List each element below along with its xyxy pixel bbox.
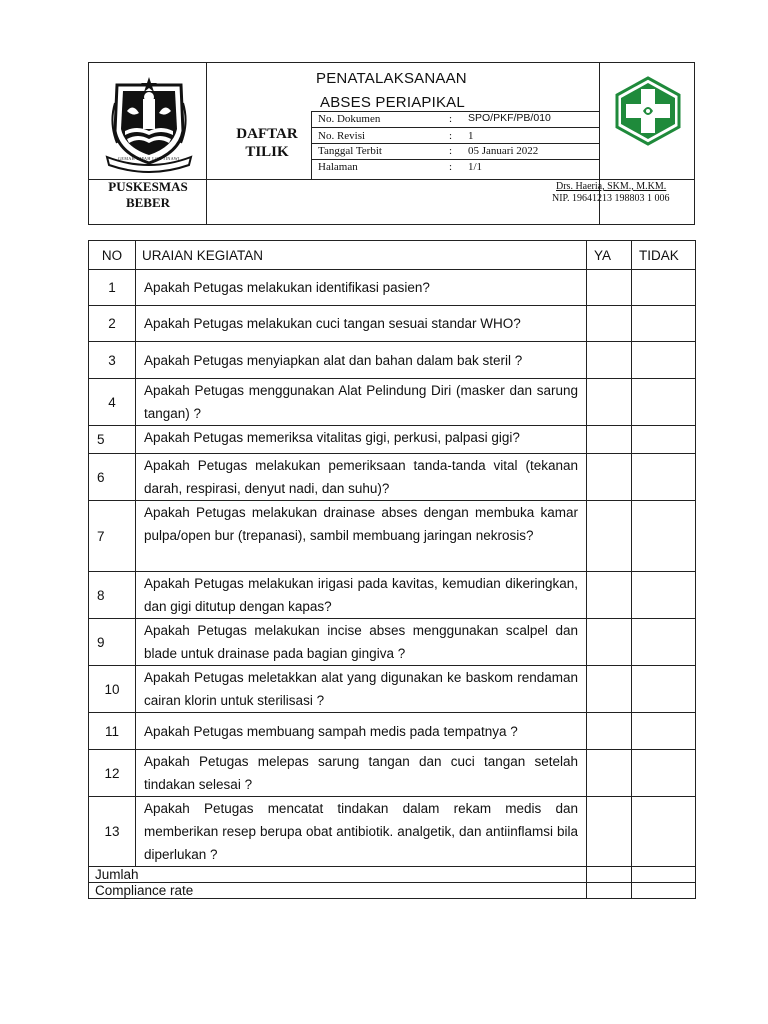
answer-yes-cell[interactable] [587, 426, 632, 454]
column-header-activity: URAIAN KEGIATAN [136, 241, 587, 270]
answer-no-cell[interactable] [632, 713, 696, 750]
column-header-no-answer: TIDAK [632, 241, 696, 270]
table-row [89, 713, 696, 750]
total-no-cell[interactable] [632, 867, 696, 883]
answer-yes-cell[interactable] [587, 572, 632, 619]
document-header [88, 62, 695, 225]
answer-no-cell[interactable] [632, 501, 696, 572]
row-question-text: Apakah Petugas membuang sampah medis pada tempatnya ? [144, 723, 518, 739]
row-question-text: Apakah Petugas melakukan incise abses menggunakan scalpel dan blade untuk drainase pada bagian gingiva ? [144, 623, 578, 661]
row-number: 11 [89, 713, 136, 750]
row-number: 13 [89, 797, 136, 867]
answer-yes-cell[interactable] [587, 270, 632, 306]
row-question-text: Apakah Petugas melakukan drainase abses dengan membuka kamar pulpa/open bur (trepanasi), sambil membuang jaringan nekrosis? [144, 505, 578, 543]
answer-no-cell[interactable] [632, 379, 696, 426]
row-number: 1 [89, 270, 136, 306]
meta-sep-issue-date: : [449, 145, 453, 157]
table-row [89, 379, 696, 426]
table-row [89, 666, 696, 713]
row-question [136, 306, 587, 342]
answer-no-cell[interactable] [632, 572, 696, 619]
answer-no-cell[interactable] [632, 306, 696, 342]
total-yes-cell[interactable] [587, 867, 632, 883]
row-question [136, 501, 587, 572]
row-number: 4 [89, 379, 136, 426]
meta-value-issue-date: 05 Januari 2022 [468, 145, 539, 157]
row-question-text: Apakah Petugas menggunakan Alat Pelindung Diri (masker dan sarung tangan) ? [144, 383, 578, 421]
row-number: 2 [89, 306, 136, 342]
row-question [136, 342, 587, 379]
document-type-line1: DAFTAR [236, 126, 298, 142]
answer-yes-cell[interactable] [587, 619, 632, 666]
answer-yes-cell[interactable] [587, 797, 632, 867]
row-number: 8 [89, 572, 136, 619]
answer-no-cell[interactable] [632, 426, 696, 454]
table-row [89, 619, 696, 666]
row-question-text: Apakah Petugas melakukan identifikasi pasien? [144, 280, 430, 295]
organization-name-line2: BEBER [125, 195, 171, 210]
total-label: Jumlah [89, 867, 587, 883]
meta-label-revision: No. Revisi [318, 130, 366, 142]
answer-no-cell[interactable] [632, 454, 696, 501]
row-question-text: Apakah Petugas memeriksa vitalitas gigi, perkusi, palpasi gigi? [144, 430, 520, 445]
row-number: 7 [89, 501, 136, 572]
row-question [136, 750, 587, 797]
meta-sep-page: : [449, 161, 453, 173]
row-question-text: Apakah Petugas meletakkan alat yang digunakan ke baskom rendaman cairan klorin untuk sterilisasi ? [144, 670, 578, 708]
row-question-text: Apakah Petugas melepas sarung tangan dan cuci tangan setelah tindakan selesai ? [144, 754, 578, 792]
answer-no-cell[interactable] [632, 342, 696, 379]
table-row [89, 426, 696, 454]
answer-yes-cell[interactable] [587, 342, 632, 379]
table-row [89, 342, 696, 379]
row-question-text: Apakah Petugas menyiapkan alat dan bahan dalam bak steril ? [144, 352, 523, 368]
meta-value-revision: 1 [468, 130, 474, 142]
logo-motto: GEMAH RIPAH LOH JINAWI [118, 156, 180, 161]
row-question [136, 426, 587, 454]
row-question-text: Apakah Petugas melakukan cuci tangan sesuai standar WHO? [144, 316, 521, 331]
answer-no-cell[interactable] [632, 666, 696, 713]
table-row [89, 270, 696, 306]
row-question-text: Apakah Petugas melakukan irigasi pada kavitas, kemudian dikeringkan, dan gigi ditutup dengan kapas? [144, 576, 578, 614]
document-title-line2: ABSES PERIAPIKAL [320, 94, 465, 111]
table-row [89, 572, 696, 619]
meta-value-page: 1/1 [468, 161, 483, 173]
signer-name: Drs. Haeria, SKM., M.KM. [556, 181, 667, 192]
row-question [136, 379, 587, 426]
row-number: 3 [89, 342, 136, 379]
answer-yes-cell[interactable] [587, 501, 632, 572]
compliance-label: Compliance rate [89, 883, 587, 899]
table-row [89, 306, 696, 342]
answer-yes-cell[interactable] [587, 713, 632, 750]
answer-yes-cell[interactable] [587, 379, 632, 426]
puskesmas-cross-logo [613, 75, 683, 147]
table-row [89, 454, 696, 501]
meta-label-page: Halaman [318, 161, 358, 173]
row-question [136, 713, 587, 750]
answer-yes-cell[interactable] [587, 454, 632, 501]
meta-label-doc-number: No. Dokumen [318, 113, 381, 125]
meta-value-doc-number: SPO/PKF/PB/010 [468, 112, 551, 124]
row-question [136, 666, 587, 713]
document-type [207, 125, 327, 161]
signer-nip: NIP. 19641213 198803 1 006 [552, 193, 670, 204]
meta-sep-doc-number: : [449, 113, 453, 125]
total-row [89, 867, 696, 883]
meta-label-issue-date: Tanggal Terbit [318, 145, 382, 157]
table-header-row [89, 241, 696, 270]
row-question [136, 454, 587, 501]
document-type-line2: TILIK [245, 144, 289, 160]
row-number: 10 [89, 666, 136, 713]
checklist-table [88, 240, 696, 899]
regional-emblem-logo [103, 73, 195, 173]
row-question [136, 572, 587, 619]
compliance-row [89, 883, 696, 899]
organization-name [89, 179, 207, 211]
row-number: 9 [89, 619, 136, 666]
meta-sep-revision: : [449, 130, 453, 142]
answer-no-cell[interactable] [632, 619, 696, 666]
table-row [89, 501, 696, 572]
answer-no-cell[interactable] [632, 797, 696, 867]
row-question [136, 270, 587, 306]
answer-no-cell[interactable] [632, 270, 696, 306]
compliance-no-cell[interactable] [632, 883, 696, 899]
column-header-yes: YA [587, 241, 632, 270]
answer-yes-cell[interactable] [587, 666, 632, 713]
row-question [136, 797, 587, 867]
answer-yes-cell[interactable] [587, 750, 632, 797]
row-number: 5 [89, 426, 136, 454]
table-row [89, 797, 696, 867]
row-number: 6 [89, 454, 136, 501]
answer-no-cell[interactable] [632, 750, 696, 797]
organization-name-line1: PUSKESMAS [108, 179, 188, 194]
column-header-no: NO [89, 241, 136, 270]
answer-yes-cell[interactable] [587, 306, 632, 342]
document-title-line1: PENATALAKSANAAN [316, 70, 467, 87]
row-question-text: Apakah Petugas mencatat tindakan dalam rekam medis dan memberikan resep berupa obat antibiotik. analgetik, dan antiinflamsi bila diperlukan ? [144, 801, 578, 862]
row-number: 12 [89, 750, 136, 797]
row-question-text: Apakah Petugas melakukan pemeriksaan tanda-tanda vital (tekanan darah, respirasi, denyut nadi, dan suhu)? [144, 458, 578, 496]
row-question [136, 619, 587, 666]
compliance-yes-cell[interactable] [587, 883, 632, 899]
table-row [89, 750, 696, 797]
